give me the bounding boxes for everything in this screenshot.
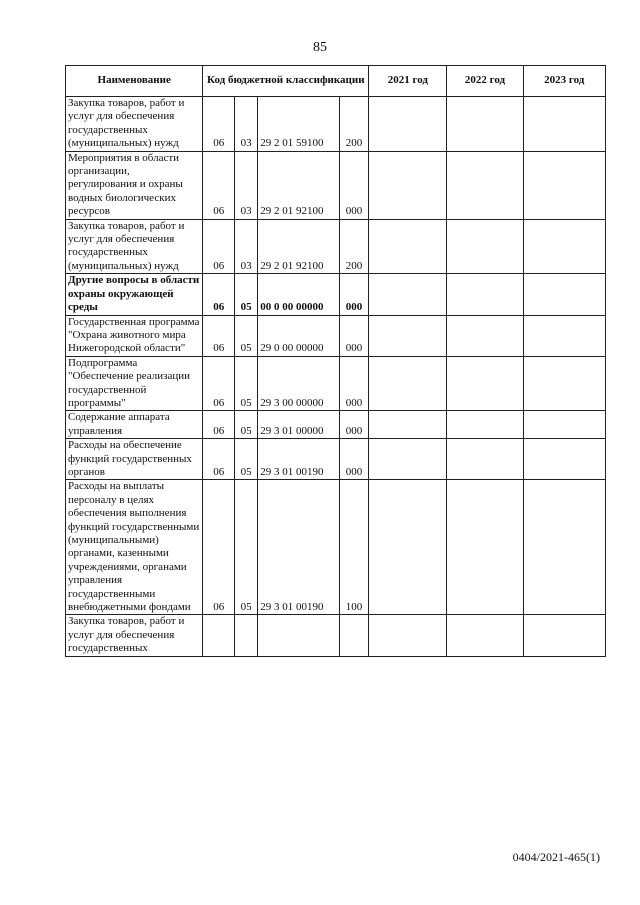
row-section-code: 06 bbox=[203, 274, 235, 315]
table-row bbox=[66, 274, 606, 315]
page-number: 85 bbox=[313, 40, 327, 55]
table-header-row bbox=[66, 66, 606, 97]
row-name: Закупка товаров, работ и услуг для обеспечения государственных (муниципальных) нужд bbox=[66, 219, 203, 274]
row-section-code: 06 bbox=[203, 151, 235, 219]
table-row bbox=[66, 439, 606, 480]
row-expense-type-code: 000 bbox=[339, 356, 369, 411]
row-subsection-code bbox=[235, 615, 258, 656]
table-row bbox=[66, 356, 606, 411]
row-amount-2022 bbox=[447, 480, 523, 615]
row-amount-2023 bbox=[523, 315, 606, 356]
row-expense-type-code: 000 bbox=[339, 274, 369, 315]
row-expense-type-code: 000 bbox=[339, 151, 369, 219]
row-subsection-code: 03 bbox=[235, 151, 258, 219]
row-name: Расходы на обеспечение функций государственных органов bbox=[66, 439, 203, 480]
row-expense-type-code: 000 bbox=[339, 315, 369, 356]
row-amount-2022 bbox=[447, 274, 523, 315]
row-amount-2021 bbox=[369, 480, 447, 615]
row-amount-2022 bbox=[447, 439, 523, 480]
row-amount-2023 bbox=[523, 151, 606, 219]
document-number: 0404/2021-465(1) bbox=[512, 850, 600, 864]
table-row bbox=[66, 615, 606, 656]
row-amount-2023 bbox=[523, 356, 606, 411]
row-amount-2023 bbox=[523, 274, 606, 315]
row-section-code: 06 bbox=[203, 97, 235, 152]
row-amount-2021 bbox=[369, 356, 447, 411]
row-target-article-code bbox=[258, 615, 339, 656]
row-subsection-code: 05 bbox=[235, 439, 258, 480]
row-name: Подпрограмма "Обеспечение реализации государственной программы" bbox=[66, 356, 203, 411]
row-section-code: 06 bbox=[203, 439, 235, 480]
row-amount-2021 bbox=[369, 151, 447, 219]
row-subsection-code: 05 bbox=[235, 480, 258, 615]
header-code: Код бюджетной классификации bbox=[203, 66, 369, 97]
row-amount-2022 bbox=[447, 315, 523, 356]
table-row bbox=[66, 315, 606, 356]
row-name: Другие вопросы в области охраны окружающей среды bbox=[66, 274, 203, 315]
row-amount-2022 bbox=[447, 219, 523, 274]
row-subsection-code: 05 bbox=[235, 356, 258, 411]
row-amount-2022 bbox=[447, 615, 523, 656]
table-row bbox=[66, 480, 606, 615]
row-amount-2023 bbox=[523, 411, 606, 439]
row-amount-2022 bbox=[447, 411, 523, 439]
row-expense-type-code: 000 bbox=[339, 411, 369, 439]
row-target-article-code: 29 3 01 00190 bbox=[258, 480, 339, 615]
budget-table bbox=[65, 65, 606, 657]
row-name: Закупка товаров, работ и услуг для обеспечения государственных bbox=[66, 615, 203, 656]
row-amount-2021 bbox=[369, 439, 447, 480]
row-amount-2023 bbox=[523, 219, 606, 274]
row-subsection-code: 03 bbox=[235, 219, 258, 274]
table-row bbox=[66, 411, 606, 439]
row-target-article-code: 29 2 01 92100 bbox=[258, 219, 339, 274]
row-name: Государственная программа "Охрана животного мира Нижегородской области" bbox=[66, 315, 203, 356]
row-target-article-code: 00 0 00 00000 bbox=[258, 274, 339, 315]
row-subsection-code: 05 bbox=[235, 274, 258, 315]
row-section-code: 06 bbox=[203, 356, 235, 411]
row-name: Закупка товаров, работ и услуг для обеспечения государственных (муниципальных) нужд bbox=[66, 97, 203, 152]
header-name: Наименование bbox=[66, 66, 203, 97]
row-amount-2022 bbox=[447, 356, 523, 411]
row-section-code: 06 bbox=[203, 315, 235, 356]
row-amount-2022 bbox=[447, 97, 523, 152]
row-subsection-code: 03 bbox=[235, 97, 258, 152]
row-section-code: 06 bbox=[203, 219, 235, 274]
row-target-article-code: 29 2 01 59100 bbox=[258, 97, 339, 152]
row-target-article-code: 29 0 00 00000 bbox=[258, 315, 339, 356]
row-section-code: 06 bbox=[203, 411, 235, 439]
row-amount-2021 bbox=[369, 411, 447, 439]
row-amount-2021 bbox=[369, 274, 447, 315]
row-section-code bbox=[203, 615, 235, 656]
table-row bbox=[66, 151, 606, 219]
header-2023: 2023 год bbox=[523, 66, 606, 97]
row-expense-type-code: 200 bbox=[339, 97, 369, 152]
row-expense-type-code bbox=[339, 615, 369, 656]
row-amount-2021 bbox=[369, 615, 447, 656]
row-amount-2021 bbox=[369, 315, 447, 356]
row-target-article-code: 29 3 00 00000 bbox=[258, 356, 339, 411]
row-amount-2023 bbox=[523, 480, 606, 615]
row-expense-type-code: 100 bbox=[339, 480, 369, 615]
row-subsection-code: 05 bbox=[235, 411, 258, 439]
row-target-article-code: 29 3 01 00190 bbox=[258, 439, 339, 480]
table-row bbox=[66, 219, 606, 274]
row-expense-type-code: 200 bbox=[339, 219, 369, 274]
header-2022: 2022 год bbox=[447, 66, 523, 97]
row-target-article-code: 29 2 01 92100 bbox=[258, 151, 339, 219]
row-amount-2023 bbox=[523, 439, 606, 480]
table-row bbox=[66, 97, 606, 152]
row-amount-2023 bbox=[523, 97, 606, 152]
row-amount-2021 bbox=[369, 219, 447, 274]
row-amount-2023 bbox=[523, 615, 606, 656]
row-amount-2022 bbox=[447, 151, 523, 219]
row-name: Мероприятия в области организации, регулирования и охраны водных биологических ресурсов bbox=[66, 151, 203, 219]
row-subsection-code: 05 bbox=[235, 315, 258, 356]
row-name: Содержание аппарата управления bbox=[66, 411, 203, 439]
row-amount-2021 bbox=[369, 97, 447, 152]
row-target-article-code: 29 3 01 00000 bbox=[258, 411, 339, 439]
row-section-code: 06 bbox=[203, 480, 235, 615]
header-2021: 2021 год bbox=[369, 66, 447, 97]
row-expense-type-code: 000 bbox=[339, 439, 369, 480]
row-name: Расходы на выплаты персоналу в целях обеспечения выполнения функций государственными (муниципальными) органами, казенными учреждениями, органами управления государственными внебюджетными фондами bbox=[66, 480, 203, 615]
